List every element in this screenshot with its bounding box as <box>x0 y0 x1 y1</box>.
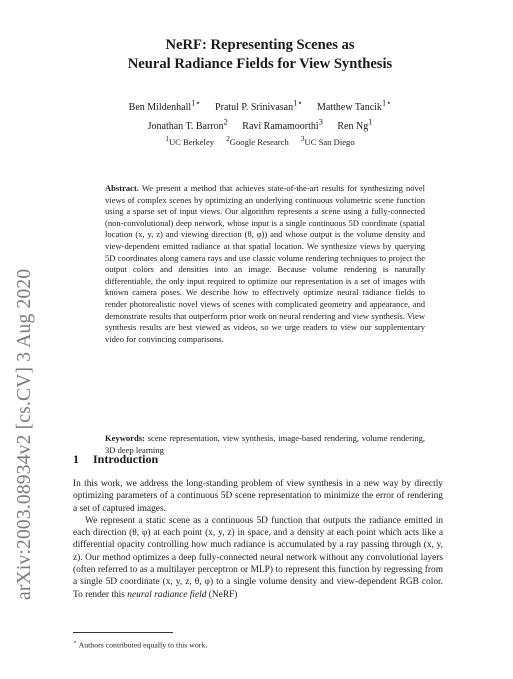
author-row-1 <box>80 97 440 115</box>
intro-p2-text: We represent a static scene as a continuous 5D function that outputs the radiance emitted in each direction (θ, φ) at each point (x, y, z) in space, and a density at each point which acts like a differential opacity controlling how much radiance is accumulated by a ray passing through (x, y, z). Our method optimizes a deep fully-connected neural network without any convolutional layers (often referred to as a multilayer perceptron or MLP) to represent this function by regressing from a single 5D coordinate (x, y, z, θ, φ) to a single volume density and view-dependent RGB color. To render this <box>73 515 443 600</box>
footnote <box>73 638 207 650</box>
author-name: Ravi Ramamoorthi <box>242 120 319 132</box>
title-line-2: Neural Radiance Fields for View Synthesis <box>127 56 393 72</box>
affiliation-name: UC San Diego <box>304 136 355 147</box>
author-name: Jonathan T. Barron <box>147 120 224 132</box>
author-mark: 1⋆ <box>381 99 392 108</box>
author-2 <box>215 99 303 114</box>
affiliation-name: Google Research <box>229 136 289 147</box>
footnote-divider <box>73 632 173 633</box>
intro-p2-emphasis: neural radiance field <box>127 589 207 600</box>
title-line-1: NeRF: Representing Scenes as <box>165 37 355 53</box>
intro-paragraph-1: In this work, we address the long-standing problem of view synthesis in a new way by directly optimizing parameters of a continuous 5D scene representation to minimize the error of rendering a set of captured images. <box>73 479 443 514</box>
affiliation-mark: 1 <box>165 135 169 143</box>
abstract-text: We present a method that achieves state-of-the-art results for synthesizing novel views of complex scenes by optimizing an underlying continuous volumetric scene function using a sparse set of input views. Our algorithm represents a scene using a fully-connected (non-convolutional) deep network, whose input is a single continuous 5D coordinate (spatial location (x, y, z) and viewing direction (θ, φ)) and whose output is the volume density and view-dependent emitted radiance at that spatial location. We synthesize views by querying 5D coordinates along camera rays and use classic volume rendering techniques to project the output colors and densities into an image. Because volume rendering is naturally differentiable, the only input required to optimize our representation is a set of images with known camera poses. We describe how to effectively optimize neural radiance fields to render photorealistic novel views of scenes with complicated geometry and appearance, and demonstrate results that outperform prior work on neural rendering and view synthesis. View synthesis results are best viewed as videos, so we urge readers to view our supplementary video for convincing comparisons. <box>105 183 426 344</box>
footnote-mark: ⋆ <box>73 639 78 646</box>
author-name: Ren Ng <box>337 120 369 132</box>
footnote-text: Authors contributed equally to this work. <box>78 640 208 650</box>
author-list <box>80 97 440 134</box>
abstract-label: Abstract. <box>105 183 139 193</box>
author-mark: 1⋆ <box>191 99 201 108</box>
section-number: 1 <box>73 452 79 466</box>
affiliation-mark: 3 <box>300 135 305 143</box>
affiliation-mark: 2 <box>226 135 230 143</box>
affiliation-3 <box>301 137 355 147</box>
paper-title <box>80 36 440 74</box>
affiliation-2 <box>226 137 289 147</box>
author-mark: 3 <box>318 117 323 127</box>
affiliation-1 <box>165 137 214 147</box>
affiliations <box>80 135 440 147</box>
introduction-body <box>73 478 443 601</box>
author-name: Ben Mildenhall <box>128 102 192 114</box>
section-title: Introduction <box>93 452 159 466</box>
keywords-text: scene representation, view synthesis, image-based rendering, volume rendering, 3D deep learning <box>105 433 426 455</box>
author-mark: 1 <box>368 117 373 127</box>
author-6 <box>337 117 373 132</box>
affiliation-name: UC Berkeley <box>168 136 215 147</box>
section-heading-introduction <box>73 452 158 467</box>
author-name: Pratul P. Srinivasan <box>215 102 294 114</box>
intro-p2-tail: (NeRF) <box>208 589 238 600</box>
author-1 <box>128 99 201 114</box>
intro-paragraph-2 <box>73 515 443 601</box>
author-mark: 1⋆ <box>293 99 303 108</box>
keywords-label: Keywords: <box>105 433 145 443</box>
author-5 <box>242 117 323 132</box>
author-mark: 2 <box>223 117 228 127</box>
author-row-2 <box>80 115 440 133</box>
arxiv-identifier: arXiv:2003.08934v2 [cs.CV] 3 Aug 2020 <box>14 268 35 600</box>
author-4 <box>147 117 228 132</box>
author-name: Matthew Tancik <box>317 102 382 114</box>
abstract <box>105 183 425 345</box>
author-3 <box>317 99 392 114</box>
